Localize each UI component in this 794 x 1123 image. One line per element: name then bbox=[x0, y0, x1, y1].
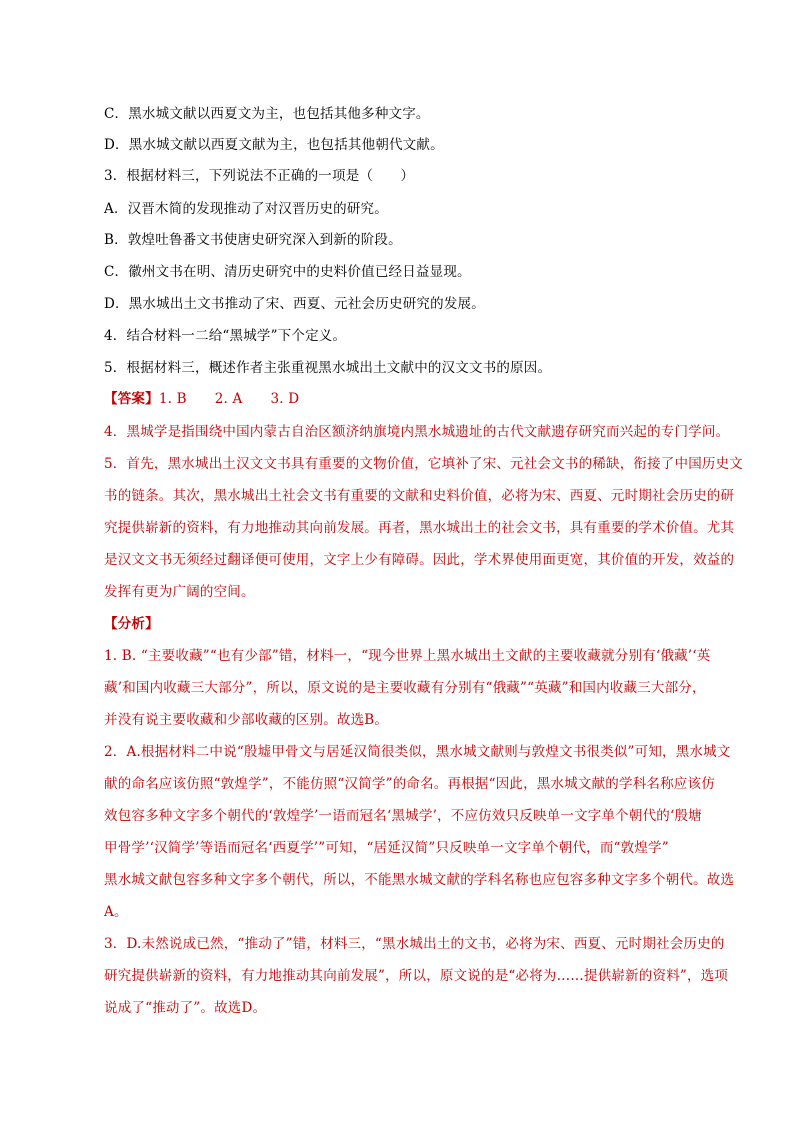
analysis-3-line: 说成了“推动了”。故选D。 bbox=[104, 1000, 267, 1016]
q3-option-b: B．敦煌吐鲁番文书使唐史研究深入到新的阶段。 bbox=[104, 232, 402, 248]
analysis-2-line: 效包容多种文字多个朝代的‘敦煌学’一语而冠名‘黑城学’，不应仿效只反映单一文字单个朝代的‘殷塘 bbox=[104, 808, 702, 824]
analysis-2-line: 黑水城文献包容多种文字多个朝代，所以，不能黑水城文献的学科名称也应包容多种文字多个朝代。故选 bbox=[104, 872, 735, 888]
answer-4: 4．黑城学是指围绕中国内蒙古自治区额济纳旗境内黑水城遗址的古代文献遗存研究而兴起的专门学问。 bbox=[104, 424, 730, 440]
analysis-2-line: A。 bbox=[104, 904, 128, 920]
answer-1: 1. B bbox=[158, 391, 187, 407]
q3-option-a: A．汉晋木简的发现推动了对汉晋历史的研究。 bbox=[104, 201, 388, 217]
analysis-3-line: 研究提供崭新的资料，有力地推动其向前发展”，所以，原文说的是“必将为……提供崭新的资料”，选项 bbox=[104, 968, 729, 984]
q3-option-c: C．徽州文书在明、清历史研究中的史料价值已经日益显现。 bbox=[104, 264, 471, 280]
q4-stem: 4．结合材料一二给“黑城学”下个定义。 bbox=[104, 328, 347, 344]
answer-label: 【答案】 bbox=[104, 391, 159, 407]
analysis-1-line: 并没有说主要收藏和少部收藏的区别。故选B。 bbox=[104, 712, 389, 728]
analysis-2-line: 2．A.根据材料二中说“殷墟甲骨文与居延汉简很类似，黑水城文献则与敦煌文书很类似”可知，黑水城文 bbox=[104, 744, 731, 760]
analysis-1-line: 1. B. “主要收藏”“也有少部”错，材料一，“现今世界上黑水城出土文献的主要收藏就分别有‘俄藏’‘英 bbox=[104, 648, 711, 664]
q3-option-d: D．黑水城出土文书推动了宋、西夏、元社会历史研究的发展。 bbox=[104, 296, 485, 312]
q2-option-d: D．黑水城文献以西夏文献为主，也包括其他朝代文献。 bbox=[104, 137, 444, 153]
q2-option-c: C．黑水城文献以西夏文为主，也包括其他多种文字。 bbox=[104, 106, 430, 122]
q5-stem: 5．根据材料三，概述作者主张重视黑水城出土文献中的汉文文书的原因。 bbox=[104, 360, 552, 376]
answer-5-line: 发挥有更为广阔的空间。 bbox=[104, 584, 255, 600]
answer-row bbox=[104, 387, 299, 407]
answer-3: 3. D bbox=[270, 391, 300, 407]
q3-stem: 3．根据材料三，下列说法不正确的一项是（ ） bbox=[104, 168, 415, 184]
answer-5-line: 究提供崭新的资料，有力地推动其向前发展。再者，黑水城出土的社会文书，具有重要的学术价值。尤其 bbox=[104, 520, 735, 536]
answer-5-line: 是汉文文书无须经过翻译便可使用，文字上少有障碍。因此，学术界使用面更宽，其价值的开发，效益的 bbox=[104, 552, 735, 568]
analysis-3-line: 3．D.未然说成已然，“推动了”错，材料三，“黑水城出土的文书，必将为宋、西夏、元时期社会历史的 bbox=[104, 936, 725, 952]
answer-2: 2. A bbox=[214, 391, 243, 407]
analysis-1-line: 藏’和国内收藏三大部分”，所以，原文说的是主要收藏有分别有“俄藏”“英藏”和国内收藏三大部分， bbox=[104, 680, 706, 696]
answer-5-line: 书的链条。其次，黑水城出土社会文书有重要的文献和史料价值，必将为宋、西夏、元时期社会历史的研 bbox=[104, 488, 735, 504]
analysis-2-line: 甲骨学’‘汉简学’等语而冠名‘西夏学’”可知，“居延汉简”只反映单一文字单个朝代，而“敦煌学” bbox=[104, 840, 669, 856]
analysis-label: 【分析】 bbox=[104, 616, 159, 632]
analysis-2-line: 献的命名应该仿照“敦煌学”，不能仿照“汉简学”的命名。再根据“因此，黑水城文献的学科名称应该仿 bbox=[104, 776, 715, 792]
answer-5-line: 5．首先，黑水城出土汉文文书具有重要的文物价值，它填补了宋、元社会文书的稀缺，衔接了中国历史文 bbox=[104, 456, 743, 472]
